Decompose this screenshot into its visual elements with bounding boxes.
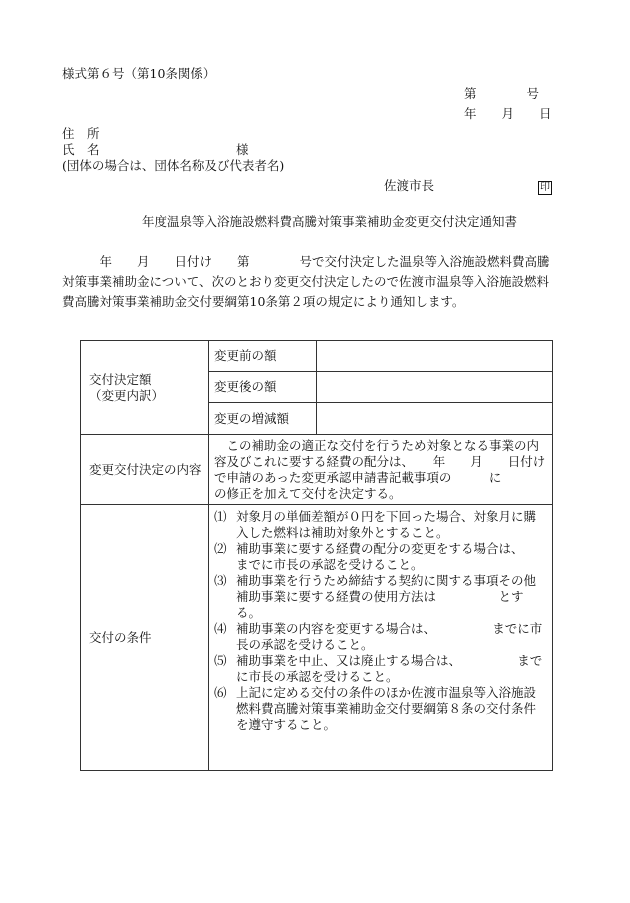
condition-text: 上記に定める交付の条件のほか佐渡市温泉等入浴施設燃料費高騰対策事業補助金交付要綱第８条の交付条件を遵守すること。 (236, 685, 537, 732)
body-text (62, 252, 560, 312)
body-paragraph: 年 月 日付け 第 号で交付決定した温泉等入浴施設燃料費高騰対策事業補助金について、次のとおり変更交付決定したので佐渡市温泉等入浴施設燃料費高騰対策事業補助金交付要綱第10条第２項の規定により通知します。 (62, 254, 550, 309)
grant-amount-label: 交付決定額 （変更内訳） (81, 341, 209, 435)
amount-before-label: 変更前の額 (209, 341, 317, 372)
condition-item (214, 685, 547, 733)
form-number: 様式第６号（第10条関係） (62, 66, 216, 81)
condition-text: 補助事業に要する経費の配分の変更をする場合は、 までに市長の承認を受けること。 (236, 541, 568, 572)
condition-text: 対象月の単価差額が０円を下回った場合、対象月に購入した燃料は補助対象外とすること。 (236, 509, 537, 540)
condition-number: ⑸ (214, 653, 227, 668)
amount-after-value (317, 372, 553, 403)
grant-table (80, 340, 568, 771)
amount-diff-label: 変更の増減額 (209, 403, 317, 435)
recipient-honorific: 様 (236, 142, 249, 157)
conditions-list (209, 505, 568, 771)
condition-number: ⑵ (214, 541, 227, 556)
amount-before-value (317, 341, 553, 372)
change-content-text: この補助金の適正な交付を行うため対象となる事業の内容及びこれに要する経費の配分は、 年 月 日付けで申請のあった変更承認申請書記載事項の に の修正を加えて交付を決定する。 (209, 435, 553, 505)
issuer-title: 佐渡市長 (384, 178, 435, 193)
seal-mark (538, 178, 552, 195)
seal-icon: 印 (540, 182, 550, 193)
condition-item (214, 621, 547, 653)
condition-item (214, 653, 547, 685)
change-content-label: 変更交付決定の内容 (81, 435, 209, 505)
condition-number: ⑷ (214, 621, 227, 636)
document-title: 年度温泉等入浴施設燃料費高騰対策事業補助金変更交付決定通知書 (142, 214, 518, 229)
conditions-label: 交付の条件 (81, 505, 209, 771)
condition-item (214, 541, 568, 573)
condition-number: ⑹ (214, 685, 227, 700)
document-date-label: 年 月 日 (464, 106, 552, 121)
condition-number: ⑶ (214, 573, 227, 588)
condition-item (214, 509, 547, 541)
recipient-org-note: (団体の場合は、団体名称及び代表者名) (62, 158, 285, 173)
recipient-address-label: 住 所 (62, 126, 100, 141)
amount-after-label: 変更後の額 (209, 372, 317, 403)
condition-item (214, 573, 547, 621)
amount-diff-value (317, 403, 553, 435)
condition-text: 補助事業の内容を変更する場合は、 までに市長の承認を受けること。 (236, 621, 543, 652)
document-number-label: 第 号 (464, 86, 540, 101)
condition-number: ⑴ (214, 509, 227, 524)
condition-text: 補助事業を中止、又は廃止する場合は、 までに市長の承認を受けること。 (236, 653, 543, 684)
condition-text: 補助事業を行うため締結する契約に関する事項その他補助事業に要する経費の使用方法は とする。 (236, 573, 537, 620)
recipient-name-label: 氏 名 (62, 142, 100, 157)
